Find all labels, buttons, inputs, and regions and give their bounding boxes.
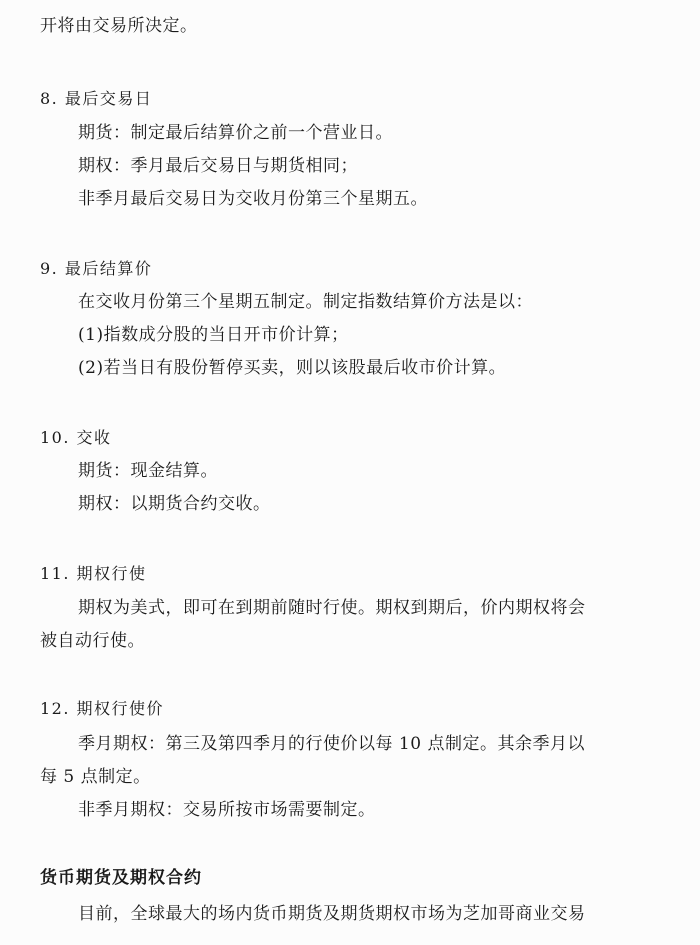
section-11-line-2: 被自动行使。 — [40, 631, 145, 651]
currency-section-line-1: 目前，全球最大的场内货币期货及期货期权市场为芝加哥商业交易 — [78, 904, 586, 924]
section-9-line-1: 在交收月份第三个星期五制定。制定指数结算价方法是以： — [78, 292, 533, 312]
currency-section-heading: 货币期货及期权合约 — [40, 868, 202, 888]
section-8-line-2: 期权：季月最后交易日与期货相同； — [78, 156, 358, 176]
section-8-line-3: 非季月最后交易日为交收月份第三个星期五。 — [78, 189, 428, 209]
intro-tail-text: 开将由交易所决定。 — [40, 16, 198, 36]
section-9-line-3: (2)若当日有股份暂停买卖，则以该股最后收市价计算。 — [78, 358, 507, 378]
section-11-heading: 11. 期权行使 — [40, 564, 147, 583]
section-9-heading: 9. 最后结算价 — [40, 259, 153, 278]
section-10-heading: 10. 交收 — [40, 428, 112, 447]
section-12-heading: 12. 期权行使价 — [40, 699, 165, 718]
section-10-line-1: 期货：现金结算。 — [78, 461, 218, 481]
section-12-line-3: 非季月期权：交易所按市场需要制定。 — [78, 800, 376, 820]
section-10-line-2: 期权：以期货合约交收。 — [78, 494, 271, 514]
section-8-line-1: 期货：制定最后结算价之前一个营业日。 — [78, 123, 393, 143]
section-9-line-2: (1)指数成分股的当日开市价计算； — [78, 325, 349, 345]
section-12-line-1: 季月期权：第三及第四季月的行使价以每 10 点制定。其余季月以 — [78, 734, 585, 754]
section-11-line-1: 期权为美式，即可在到期前随时行使。期权到期后，价内期权将会 — [78, 598, 586, 618]
section-12-line-2: 每 5 点制定。 — [40, 767, 151, 787]
section-8-heading: 8. 最后交易日 — [40, 89, 153, 108]
